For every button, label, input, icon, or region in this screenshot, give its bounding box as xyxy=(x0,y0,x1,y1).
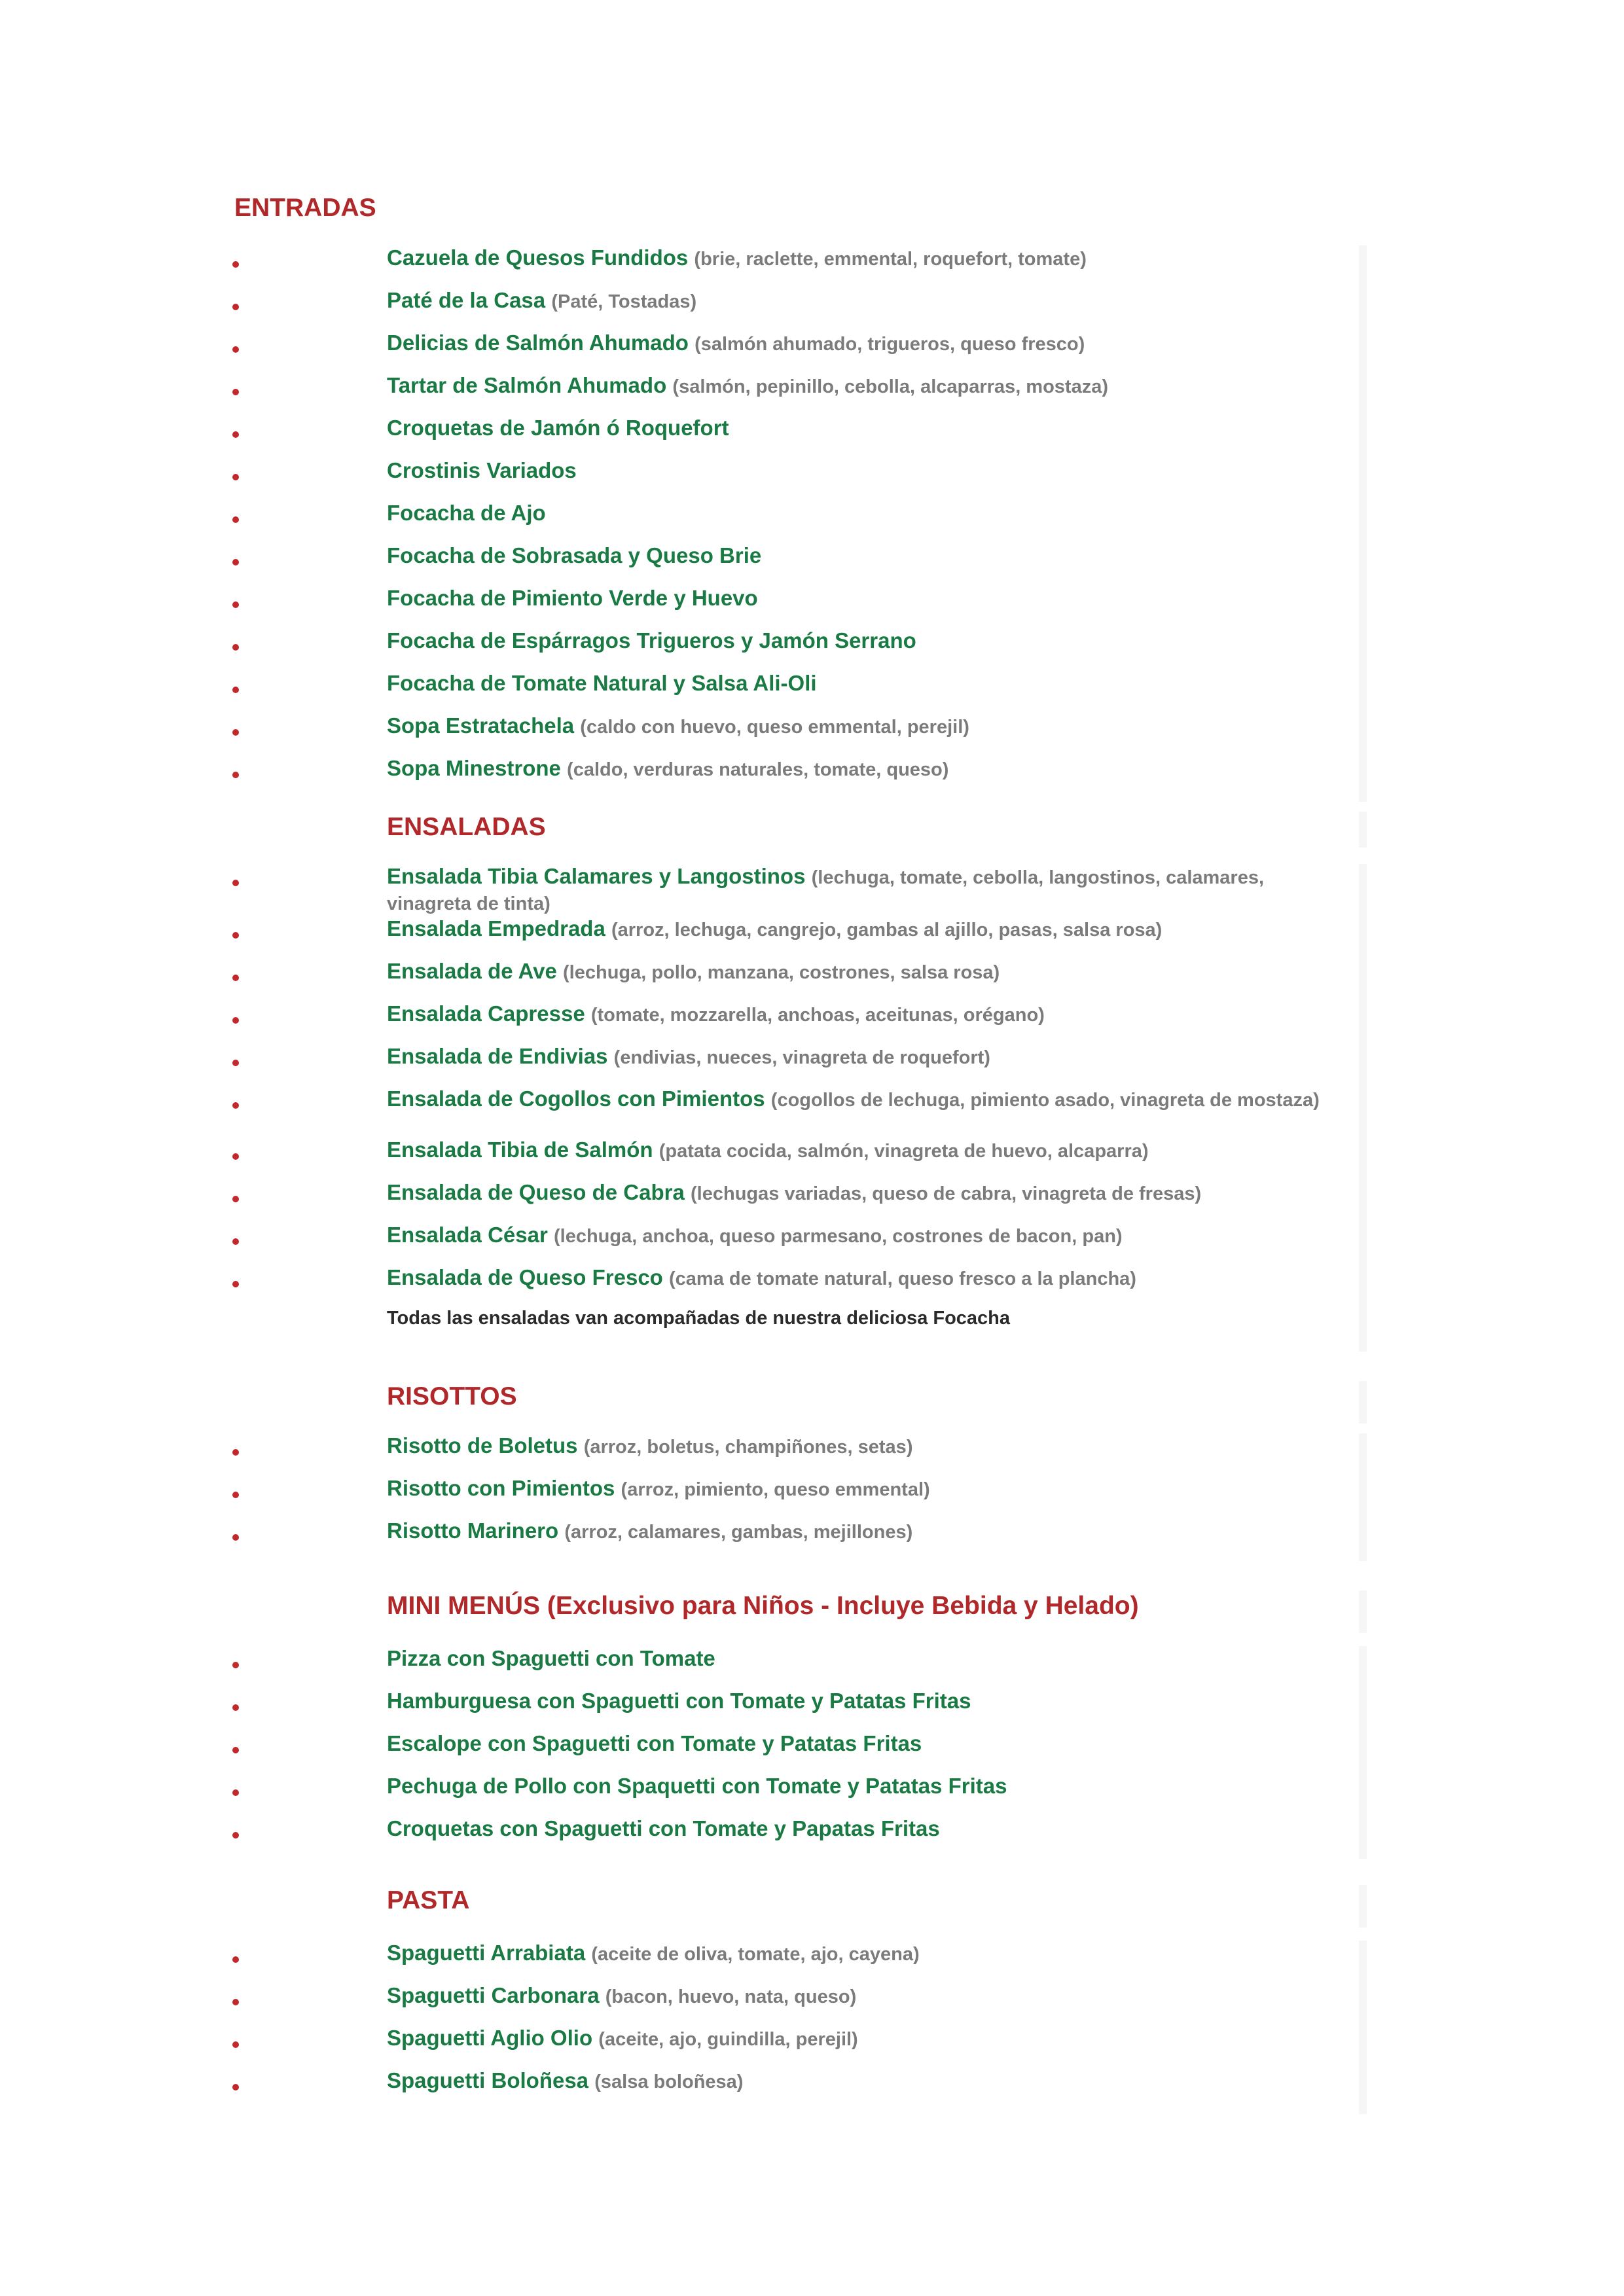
salads-note: Todas las ensaladas van acompañadas de nuestra deliciosa Focacha xyxy=(387,1308,1011,1329)
section-title-risottos: RISOTTOS xyxy=(387,1382,517,1410)
item-description: (tomate, mozzarella, anchoas, aceitunas, orégano) xyxy=(590,1005,1045,1026)
menu-item xyxy=(0,671,1624,702)
bullet-icon xyxy=(232,516,239,523)
menu-item xyxy=(0,959,1624,990)
menu-item xyxy=(0,1774,1624,1805)
bullet-icon xyxy=(232,1999,239,2005)
item-name: Ensalada César xyxy=(387,1223,548,1247)
bullet-icon xyxy=(232,389,239,395)
item-description: (salmón ahumado, trigueros, queso fresco) xyxy=(695,334,1085,355)
bullet-icon xyxy=(232,474,239,480)
menu-item xyxy=(0,756,1624,787)
section-title-mini-menus: MINI MENÚS (Exclusivo para Niños - Incluye Bebida y Helado) xyxy=(387,1592,1139,1620)
item-name: Spaguetti Boloñesa xyxy=(387,2068,589,2092)
bullet-icon xyxy=(232,1449,239,1456)
bullet-icon xyxy=(232,880,239,886)
item-description: (arroz, pimiento, queso emmental) xyxy=(621,1479,930,1500)
item-name: Ensalada de Cogollos con Pimientos xyxy=(387,1086,765,1111)
item-name: Focacha de Espárragos Trigueros y Jamón Serrano xyxy=(387,628,916,653)
menu-item xyxy=(0,628,1624,660)
menu-item xyxy=(0,1223,1624,1254)
item-description: (endivias, nueces, vinagreta de roquefort) xyxy=(613,1047,990,1068)
menu-item xyxy=(0,1476,1624,1507)
bullet-icon xyxy=(232,1017,239,1024)
bullet-icon xyxy=(232,772,239,778)
item-description: (arroz, boletus, champiñones, setas) xyxy=(583,1437,913,1458)
item-name: Ensalada Empedrada xyxy=(387,916,605,941)
menu-item xyxy=(0,1731,1624,1763)
item-name: Risotto de Boletus xyxy=(387,1433,578,1458)
item-name: Hamburguesa con Spaguetti con Tomate y Patatas Fritas xyxy=(387,1689,971,1713)
bullet-icon xyxy=(232,729,239,736)
item-name: Focacha de Sobrasada y Queso Brie xyxy=(387,543,762,567)
item-name: Risotto con Pimientos xyxy=(387,1476,615,1500)
menu-item xyxy=(0,916,1624,948)
side-rule xyxy=(1359,1885,1367,1928)
item-name: Tartar de Salmón Ahumado xyxy=(387,373,667,397)
bullet-icon xyxy=(232,1102,239,1109)
item-description: (salmón, pepinillo, cebolla, alcaparras, mostaza) xyxy=(672,376,1109,397)
bullet-icon xyxy=(232,261,239,268)
bullet-icon xyxy=(232,1238,239,1245)
section-title-entradas: ENTRADAS xyxy=(234,194,376,222)
menu-item xyxy=(0,1646,1624,1677)
item-name: Ensalada Capresse xyxy=(387,1001,585,1026)
menu-item xyxy=(0,331,1624,362)
bullet-icon xyxy=(232,1789,239,1796)
section-title-pasta: PASTA xyxy=(387,1886,470,1914)
menu-item xyxy=(0,1138,1624,1169)
bullet-icon xyxy=(232,2041,239,2048)
item-name: Pechuga de Pollo con Spaquetti con Tomate y Patatas Fritas xyxy=(387,1774,1007,1798)
side-rule xyxy=(1359,1381,1367,1424)
menu-item xyxy=(0,1816,1624,1848)
bullet-icon xyxy=(232,346,239,353)
item-description: (arroz, lechuga, cangrejo, gambas al ajillo, pasas, salsa rosa) xyxy=(611,920,1163,941)
item-name: Sopa Estratachela xyxy=(387,713,575,738)
bullet-icon xyxy=(232,601,239,608)
menu-item xyxy=(0,1983,1624,2015)
menu-item xyxy=(0,501,1624,532)
bullet-icon xyxy=(232,1832,239,1839)
menu-item xyxy=(0,1941,1624,1972)
item-name: Paté de la Casa xyxy=(387,288,546,312)
menu-item xyxy=(0,713,1624,745)
item-name: Spaguetti Aglio Olio xyxy=(387,2026,593,2050)
menu-item xyxy=(0,1180,1624,1211)
menu-item xyxy=(0,1433,1624,1465)
menu-item xyxy=(0,245,1624,277)
item-name: Cazuela de Quesos Fundidos xyxy=(387,245,689,270)
item-description: (brie, raclette, emmental, roquefort, tomate) xyxy=(694,249,1087,270)
item-description: (aceite de oliva, tomate, ajo, cayena) xyxy=(591,1944,920,1965)
menu-item xyxy=(0,2026,1624,2057)
item-description: (aceite, ajo, guindilla, perejil) xyxy=(598,2029,858,2050)
bullet-icon xyxy=(232,1196,239,1202)
bullet-icon xyxy=(232,1956,239,1963)
menu-item xyxy=(0,864,1624,919)
menu-item xyxy=(0,1265,1624,1297)
menu-item xyxy=(0,1044,1624,1075)
bullet-icon xyxy=(232,975,239,981)
item-name: Ensalada de Queso de Cabra xyxy=(387,1180,685,1204)
bullet-icon xyxy=(232,1662,239,1668)
bullet-icon xyxy=(232,1153,239,1160)
bullet-icon xyxy=(232,431,239,438)
menu-item xyxy=(0,288,1624,319)
item-name: Spaguetti Carbonara xyxy=(387,1983,600,2007)
side-rule xyxy=(1359,812,1367,848)
item-name: Focacha de Pimiento Verde y Huevo xyxy=(387,586,758,610)
bullet-icon xyxy=(232,1060,239,1066)
item-description: (caldo con huevo, queso emmental, perejil) xyxy=(580,717,969,738)
section-title-ensaladas: ENSALADAS xyxy=(387,813,546,841)
bullet-icon xyxy=(232,2084,239,2090)
menu-item xyxy=(0,458,1624,490)
item-name: Pizza con Spaguetti con Tomate xyxy=(387,1646,715,1670)
item-name: Ensalada de Queso Fresco xyxy=(387,1265,663,1289)
item-name: Risotto Marinero xyxy=(387,1518,559,1543)
item-description: (patata cocida, salmón, vinagreta de huevo, alcaparra) xyxy=(659,1141,1149,1162)
bullet-icon xyxy=(232,559,239,565)
menu-item xyxy=(0,1086,1624,1141)
menu-item xyxy=(0,416,1624,447)
menu-item xyxy=(0,373,1624,404)
item-name: Escalope con Spaguetti con Tomate y Patatas Fritas xyxy=(387,1731,922,1755)
menu-item xyxy=(0,586,1624,617)
item-name: Crostinis Variados xyxy=(387,458,577,482)
item-description: (lechuga, pollo, manzana, costrones, salsa rosa) xyxy=(563,962,1000,983)
item-description: (arroz, calamares, gambas, mejillones) xyxy=(564,1522,913,1543)
bullet-icon xyxy=(232,304,239,310)
item-name: Focacha de Tomate Natural y Salsa Ali-Oli xyxy=(387,671,817,695)
menu-item xyxy=(0,2068,1624,2100)
item-description: (Paté, Tostadas) xyxy=(551,291,697,312)
item-description: (lechuga, anchoa, queso parmesano, costrones de bacon, pan) xyxy=(553,1226,1123,1247)
bullet-icon xyxy=(232,1492,239,1498)
item-description: (salsa boloñesa) xyxy=(594,2072,744,2092)
item-description: (bacon, huevo, nata, queso) xyxy=(605,1986,857,2007)
bullet-icon xyxy=(232,644,239,651)
item-name: Croquetas de Jamón ó Roquefort xyxy=(387,416,729,440)
item-description: (lechugas variadas, queso de cabra, vinagreta de fresas) xyxy=(691,1183,1202,1204)
bullet-icon xyxy=(232,1534,239,1541)
item-name: Sopa Minestrone xyxy=(387,756,561,780)
menu-item xyxy=(0,1518,1624,1550)
item-name: Ensalada de Endivias xyxy=(387,1044,608,1068)
bullet-icon xyxy=(232,1704,239,1711)
menu-item xyxy=(0,543,1624,575)
bullet-icon xyxy=(232,1281,239,1287)
item-description: (cogollos de lechuga, pimiento asado, vinagreta de mostaza) xyxy=(770,1090,1320,1111)
item-name: Ensalada Tibia Calamares y Langostinos xyxy=(387,864,806,888)
item-name: Croquetas con Spaguetti con Tomate y Papatas Fritas xyxy=(387,1816,940,1840)
item-description: (cama de tomate natural, queso fresco a la plancha) xyxy=(669,1268,1136,1289)
menu-item xyxy=(0,1689,1624,1720)
item-name: Ensalada de Ave xyxy=(387,959,557,983)
item-description: (lechuga, tomate, cebolla, langostinos, calamares, vinagreta de tinta) xyxy=(387,867,1265,914)
item-name: Focacha de Ajo xyxy=(387,501,546,525)
bullet-icon xyxy=(232,687,239,693)
menu-item xyxy=(0,1001,1624,1033)
item-name: Spaguetti Arrabiata xyxy=(387,1941,586,1965)
item-name: Ensalada Tibia de Salmón xyxy=(387,1138,653,1162)
bullet-icon xyxy=(232,932,239,939)
bullet-icon xyxy=(232,1747,239,1753)
side-rule xyxy=(1359,1590,1367,1633)
item-description: (caldo, verduras naturales, tomate, queso) xyxy=(567,759,949,780)
item-name: Delicias de Salmón Ahumado xyxy=(387,331,689,355)
